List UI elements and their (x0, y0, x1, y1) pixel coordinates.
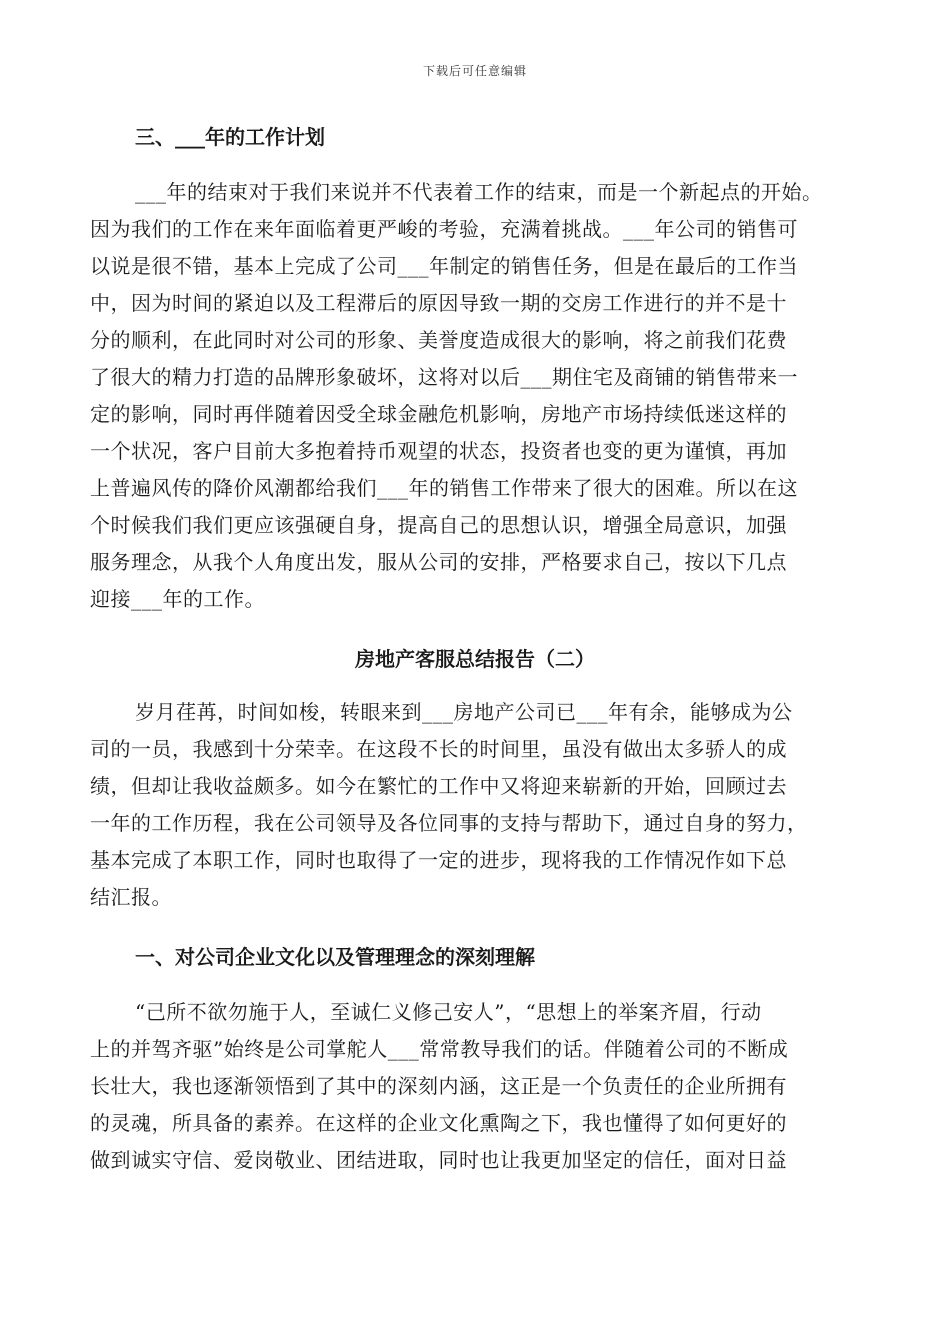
page-header: 下载后可任意编辑 (422, 64, 527, 78)
text-line: 结汇报。 (90, 885, 172, 909)
paragraph-culture (90, 994, 860, 1179)
text-line: 绩，但却让我收益颇多。如今在繁忙的工作中又将迎来崭新的开始，回顾过去 (90, 774, 787, 798)
text-line: 因为我们的工作在来年面临着更严峻的考验，充满着挑战。___年公司的销售可 (90, 217, 798, 241)
text-line: 的灵魂，所具备的素养。在这样的企业文化熏陶之下，我也懂得了如何更好的 (90, 1111, 787, 1135)
paragraph-work-plan (90, 174, 860, 618)
text-line: 服务理念，从我个人角度出发，服从公司的安排，严格要求自己，按以下几点 (90, 550, 787, 574)
text-line: 上的并驾齐驱”始终是公司掌舵人___常常教导我们的话。伴随着公司的不断成 (90, 1037, 789, 1061)
text-line: 基本完成了本职工作，同时也取得了一定的进步，现将我的工作情况作如下总 (90, 848, 787, 872)
text-line: 长壮大，我也逐渐领悟到了其中的深刻内涵，这正是一个负责任的企业所拥有 (90, 1074, 787, 1098)
section-heading-work-plan: 三、___年的工作计划 (135, 125, 325, 149)
text-line: 司的一员，我感到十分荣幸。在这段不长的时间里，虽没有做出太多骄人的成 (90, 737, 787, 761)
text-line: 了很大的精力打造的品牌形象破坏，这将对以后___期住宅及商铺的销售带来一 (90, 365, 798, 389)
text-line: 个时候我们我们更应该强硬自身，提高自己的思想认识，增强全局意识，加强 (90, 513, 787, 537)
text-line: 以说是很不错，基本上完成了公司___年制定的销售任务，但是在最后的工作当 (90, 254, 798, 278)
report-title: 房地产客服总结报告（二） (355, 647, 595, 671)
text-line: ___年的结束对于我们来说并不代表着工作的结束，而是一个新起点的开始。 (135, 180, 823, 204)
text-line: 中，因为时间的紧迫以及工程滞后的原因导致一期的交房工作进行的并不是十 (90, 291, 787, 315)
text-line: 分的顺利，在此同时对公司的形象、美誉度造成很大的影响，将之前我们花费 (90, 328, 787, 352)
document-body (90, 118, 860, 1179)
text-line: 一年的工作历程，我在公司领导及各位同事的支持与帮助下，通过自身的努力， (90, 811, 808, 835)
text-line: 迎接___年的工作。 (90, 587, 265, 611)
text-line: 一个状况，客户目前大多抱着持币观望的状态，投资者也变的更为谨慎，再加 (90, 439, 787, 463)
paragraph-report-intro (90, 694, 860, 916)
text-line: “己所不欲勿施于人，至诚仁义修己安人”，“思想上的举案齐眉，行动 (135, 1000, 762, 1024)
text-line: 岁月荏苒，时间如梭，转眼来到___房地产公司已___年有余，能够成为公 (135, 700, 793, 724)
text-line: 定的影响，同时再伴随着因受全球金融危机影响，房地产市场持续低迷这样的 (90, 402, 787, 426)
section-heading-culture: 一、对公司企业文化以及管理理念的深刻理解 (135, 945, 535, 969)
text-line: 上普遍风传的降价风潮都给我们___年的销售工作带来了很大的困难。所以在这 (90, 476, 798, 500)
text-line: 做到诚实守信、爱岗敬业、团结进取，同时也让我更加坚定的信任，面对日益 (90, 1148, 787, 1172)
